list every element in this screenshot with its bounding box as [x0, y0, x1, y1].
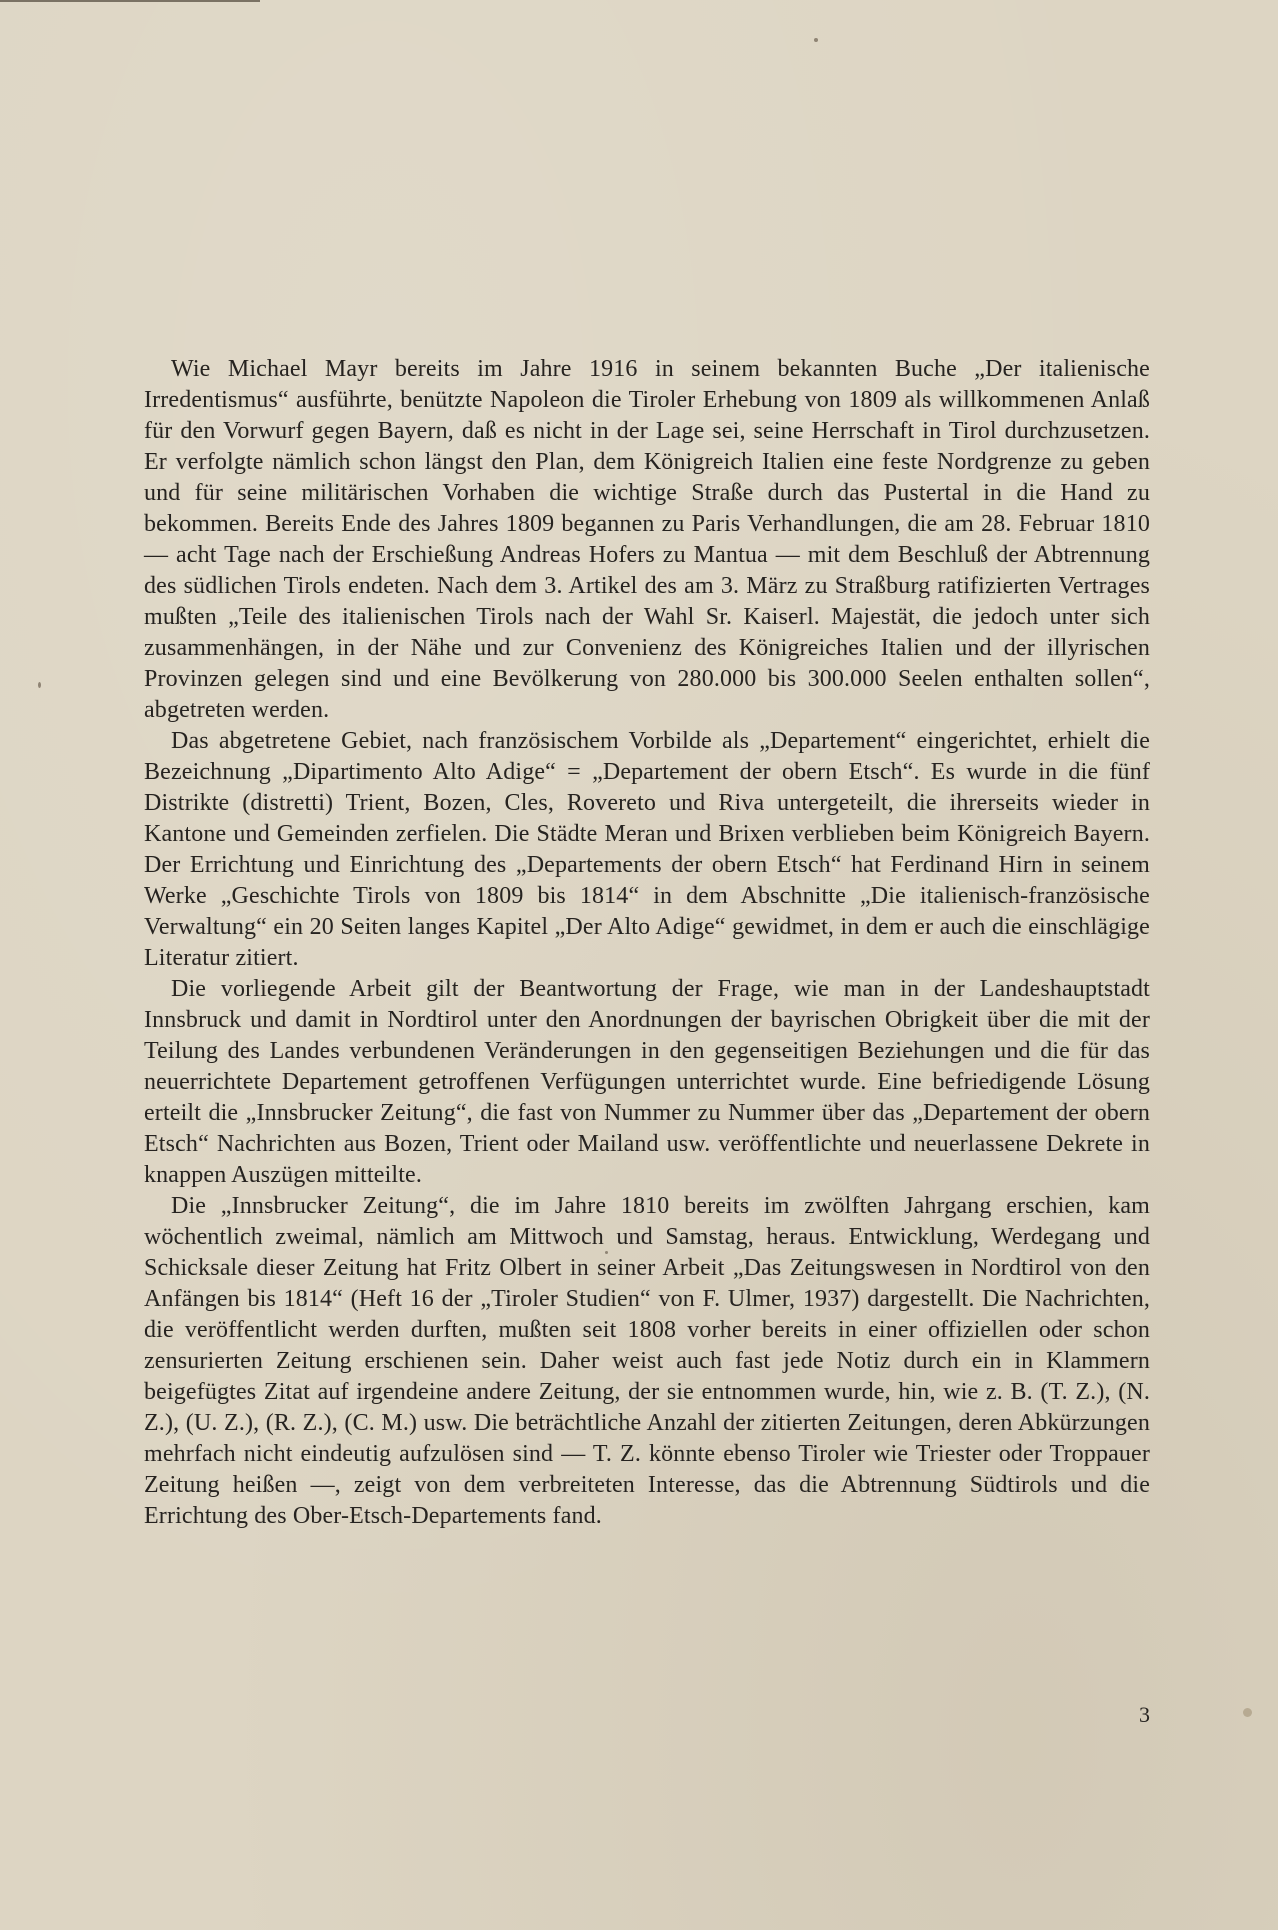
paragraph: Die „Innsbrucker Zeitung“, die im Jahre 1810 bereits im zwölften Jahrgang erschien, kam wöchentlich zweimal, nämlich am Mittwoch und Samstag, heraus. Entwicklung, Werdegang und Schicksale dieser Zeitung hat Fritz Olbert in seiner Arbeit „Das Zeitungswesen in Nordtirol von den Anfängen bis 1814“ (Heft 16 der „Tiroler Studien“ von F. Ulmer, 1937) dargestellt. Die Nachrichten, die veröffentlicht werden durften, mußten seit 1808 vorher bereits in einer offiziellen oder schon zensurierten Zeitung erschienen sein. Daher weist auch fast jede Notiz durch ein in Klammern beigefügtes Zitat auf irgendeine andere Zeitung, der sie entnommen wurde, hin, wie z. B. (T. Z.), (N. Z.), (U. Z.), (R. Z.), (C. M.) usw. Die beträchtliche Anzahl der zitierten Zeitungen, deren Abkürzungen mehrfach nicht eindeutig aufzulösen sind — T. Z. könnte ebenso Tiroler wie Triester oder Troppauer Zeitung heißen —, zeigt von dem verbreiteten Interesse, das die Abtrennung Südtirols und die Errichtung des Ober-Etsch-Departements fand.: [144, 1193, 1150, 1529]
paragraph: Das abgetretene Gebiet, nach französischem Vorbilde als „Departement“ eingerichtet, erhielt die Bezeichnung „Dipartimento Alto Adige“ = „Departement der obern Etsch“. Es wurde in die fünf Distrikte (distretti) Trient, Bozen, Cles, Rovereto und Riva untergeteilt, die ihrerseits wieder in Kantone und Gemeinden zerfielen. Die Städte Meran und Brixen verblieben beim Königreich Bayern. Der Errichtung und Einrichtung des „Departements der obern Etsch“ hat Ferdinand Hirn in seinem Werke „Geschichte Tirols von 1809 bis 1814“ in dem Abschnitte „Die italienisch-französische Verwaltung“ ein 20 Seiten langes Kapitel „Der Alto Adige“ gewidmet, in dem er auch die einschlägige Literatur zitiert.: [144, 728, 1150, 971]
paper-speck: [1243, 1708, 1252, 1717]
top-edge-rule: [0, 0, 260, 2]
paragraph: Die vorliegende Arbeit gilt der Beantwortung der Frage, wie man in der Landeshauptstadt Innsbruck und damit in Nordtirol unter den Anordnungen der bayrischen Obrigkeit über die mit der Teilung des Landes verbundenen Veränderungen in den gegenseitigen Beziehungen und die für das neuerrichtete Departement getroffenen Verfügungen unterrichtet wurde. Eine befriedigende Lösung erteilt die „Innsbrucker Zeitung“, die fast von Nummer zu Nummer über das „Departement der obern Etsch“ Nachrichten aus Bozen, Trient oder Mailand usw. veröffentlichte und neuerlassene Dekrete in knappen Auszügen mitteilte.: [144, 976, 1150, 1188]
paper-speck: [814, 38, 818, 42]
paragraph: Wie Michael Mayr bereits im Jahre 1916 in seinem bekannten Buche „Der italienische Irredentismus“ ausführte, benützte Napoleon die Tiroler Erhebung von 1809 als willkommenen Anlaß für den Vorwurf gegen Bayern, daß es nicht in der Lage sei, seine Herrschaft in Tirol durchzusetzen. Er verfolgte nämlich schon längst den Plan, dem Königreich Italien eine feste Nordgrenze zu geben und für seine militärischen Vorhaben die wichtige Straße durch das Pustertal in die Hand zu bekommen. Bereits Ende des Jahres 1809 begannen zu Paris Verhandlungen, die am 28. Februar 1810 — acht Tage nach der Erschießung Andreas Hofers zu Mantua — mit dem Beschluß der Abtrennung des südlichen Tirols endeten. Nach dem 3. Artikel des am 3. März zu Straßburg ratifizierten Vertrages mußten „Teile des italienischen Tirols nach der Wahl Sr. Kaiserl. Majestät, die jedoch unter sich zusammenhängen, in der Nähe und zur Convenienz des Königreiches Italien und der illyrischen Provinzen gelegen sind und eine Bevölkerung von 280.000 bis 300.000 Seelen enthalten sollen“, abgetreten werden.: [144, 356, 1150, 723]
page-number: 3: [1139, 1702, 1150, 1727]
paper-speck: [38, 682, 41, 688]
body-text: [144, 354, 1150, 1532]
